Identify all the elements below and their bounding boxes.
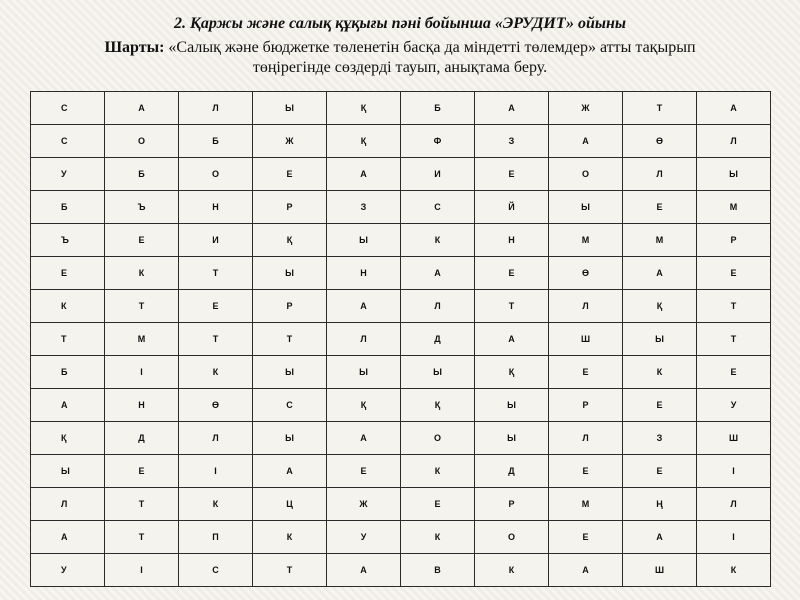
grid-row xyxy=(31,224,771,257)
grid-row xyxy=(31,323,771,356)
grid-cell: Ж xyxy=(327,488,401,521)
grid-cell: Е xyxy=(31,257,105,290)
grid-cell: К xyxy=(253,521,327,554)
grid-row xyxy=(31,488,771,521)
grid-cell: З xyxy=(327,191,401,224)
grid-cell: Е xyxy=(549,356,623,389)
grid-cell: Е xyxy=(105,224,179,257)
grid-cell: Ш xyxy=(697,422,771,455)
grid-cell: К xyxy=(179,356,253,389)
grid-cell: Ы xyxy=(327,356,401,389)
grid-cell: Ф xyxy=(401,125,475,158)
slide-header xyxy=(0,14,800,78)
grid-cell: Т xyxy=(179,257,253,290)
grid-cell: Б xyxy=(31,356,105,389)
letter-grid xyxy=(30,91,771,587)
grid-cell: Ы xyxy=(327,224,401,257)
grid-cell: У xyxy=(31,158,105,191)
grid-row xyxy=(31,356,771,389)
grid-row xyxy=(31,521,771,554)
grid-cell: О xyxy=(401,422,475,455)
grid-cell: Б xyxy=(105,158,179,191)
grid-cell: К xyxy=(179,488,253,521)
grid-cell: С xyxy=(253,389,327,422)
grid-cell: Т xyxy=(253,554,327,587)
grid-cell: І xyxy=(105,554,179,587)
grid-cell: Ж xyxy=(253,125,327,158)
grid-cell: М xyxy=(549,488,623,521)
grid-cell: Е xyxy=(549,521,623,554)
grid-cell: О xyxy=(179,158,253,191)
grid-cell: Н xyxy=(179,191,253,224)
grid-cell: Т xyxy=(475,290,549,323)
grid-cell: А xyxy=(401,257,475,290)
grid-cell: Р xyxy=(697,224,771,257)
slide-title: 2. Қаржы және салық құқығы пәні бойынша «ЭРУДИТ» ойыны xyxy=(174,15,626,32)
grid-cell: К xyxy=(697,554,771,587)
grid-cell: В xyxy=(401,554,475,587)
grid-cell: Д xyxy=(475,455,549,488)
grid-cell: Ъ xyxy=(31,224,105,257)
grid-cell: Т xyxy=(253,323,327,356)
grid-cell: Ы xyxy=(253,422,327,455)
grid-cell: С xyxy=(401,191,475,224)
grid-cell: Д xyxy=(401,323,475,356)
grid-cell: Е xyxy=(549,455,623,488)
grid-cell: Л xyxy=(31,488,105,521)
grid-cell: Л xyxy=(549,422,623,455)
grid-cell: Ы xyxy=(253,356,327,389)
grid-cell: А xyxy=(31,389,105,422)
grid-cell: Е xyxy=(475,158,549,191)
grid-cell: Қ xyxy=(31,422,105,455)
grid-cell: О xyxy=(475,521,549,554)
grid-cell: Е xyxy=(623,455,697,488)
conditions-text-line2: төңірегінде сөздерді тауып, анықтама беру. xyxy=(252,59,548,76)
grid-cell: І xyxy=(697,521,771,554)
grid-cell: Л xyxy=(179,422,253,455)
grid-cell: К xyxy=(623,356,697,389)
grid-cell: Р xyxy=(475,488,549,521)
grid-row xyxy=(31,191,771,224)
grid-cell: Т xyxy=(31,323,105,356)
grid-cell: У xyxy=(697,389,771,422)
grid-cell: Ш xyxy=(623,554,697,587)
grid-cell: А xyxy=(327,422,401,455)
grid-cell: Б xyxy=(31,191,105,224)
grid-row xyxy=(31,554,771,587)
grid-cell: М xyxy=(697,191,771,224)
grid-cell: У xyxy=(327,521,401,554)
grid-cell: А xyxy=(327,554,401,587)
grid-cell: А xyxy=(549,554,623,587)
grid-cell: І xyxy=(105,356,179,389)
grid-cell: К xyxy=(31,290,105,323)
grid-cell: У xyxy=(31,554,105,587)
grid-cell: Д xyxy=(105,422,179,455)
grid-cell: Л xyxy=(549,290,623,323)
grid-cell: К xyxy=(401,521,475,554)
grid-cell: И xyxy=(401,158,475,191)
grid-cell: Ы xyxy=(697,158,771,191)
grid-cell: А xyxy=(327,158,401,191)
grid-cell: Т xyxy=(105,290,179,323)
grid-cell: Қ xyxy=(401,389,475,422)
grid-cell: Л xyxy=(697,488,771,521)
grid-cell: Е xyxy=(697,356,771,389)
grid-cell: К xyxy=(105,257,179,290)
grid-row xyxy=(31,158,771,191)
grid-cell: Т xyxy=(697,290,771,323)
conditions-label: Шарты: xyxy=(104,39,165,56)
grid-cell: О xyxy=(105,125,179,158)
grid-cell: І xyxy=(179,455,253,488)
grid-cell: І xyxy=(697,455,771,488)
grid-cell: Ө xyxy=(549,257,623,290)
grid-cell: Е xyxy=(623,389,697,422)
grid-cell: Т xyxy=(179,323,253,356)
grid-cell: Ъ xyxy=(105,191,179,224)
grid-cell: Т xyxy=(697,323,771,356)
grid-cell: Қ xyxy=(327,92,401,125)
grid-cell: З xyxy=(623,422,697,455)
grid-row xyxy=(31,92,771,125)
grid-cell: А xyxy=(623,521,697,554)
grid-cell: С xyxy=(179,554,253,587)
grid-cell: Р xyxy=(253,191,327,224)
grid-row xyxy=(31,422,771,455)
grid-cell: Ө xyxy=(179,389,253,422)
grid-cell: Ө xyxy=(623,125,697,158)
grid-cell: Т xyxy=(105,521,179,554)
grid-cell: Л xyxy=(623,158,697,191)
grid-cell: Н xyxy=(475,224,549,257)
grid-row xyxy=(31,389,771,422)
grid-cell: Б xyxy=(401,92,475,125)
grid-cell: А xyxy=(697,92,771,125)
grid-cell: А xyxy=(105,92,179,125)
grid-cell: Н xyxy=(105,389,179,422)
grid-cell: А xyxy=(253,455,327,488)
grid-cell: А xyxy=(31,521,105,554)
grid-cell: К xyxy=(401,224,475,257)
grid-cell: М xyxy=(623,224,697,257)
grid-cell: О xyxy=(549,158,623,191)
grid-row xyxy=(31,455,771,488)
grid-row xyxy=(31,290,771,323)
grid-cell: Ы xyxy=(475,389,549,422)
grid-cell: Т xyxy=(105,488,179,521)
grid-cell: Е xyxy=(623,191,697,224)
grid-cell: М xyxy=(105,323,179,356)
grid-cell: Е xyxy=(179,290,253,323)
grid-cell: А xyxy=(549,125,623,158)
grid-cell: Л xyxy=(179,92,253,125)
grid-cell: Л xyxy=(697,125,771,158)
grid-cell: С xyxy=(31,92,105,125)
grid-cell: Л xyxy=(401,290,475,323)
grid-cell: К xyxy=(475,554,549,587)
grid-cell: С xyxy=(31,125,105,158)
grid-cell: П xyxy=(179,521,253,554)
grid-cell: Е xyxy=(401,488,475,521)
task-conditions xyxy=(0,38,800,78)
grid-cell: Е xyxy=(327,455,401,488)
grid-cell: Ы xyxy=(623,323,697,356)
grid-row xyxy=(31,257,771,290)
grid-cell: Ы xyxy=(475,422,549,455)
grid-cell: Қ xyxy=(327,125,401,158)
grid-cell: Р xyxy=(253,290,327,323)
grid-cell: Е xyxy=(253,158,327,191)
grid-cell: И xyxy=(179,224,253,257)
grid-cell: М xyxy=(549,224,623,257)
grid-cell: К xyxy=(401,455,475,488)
grid-cell: А xyxy=(623,257,697,290)
grid-cell: Т xyxy=(623,92,697,125)
grid-cell: Б xyxy=(179,125,253,158)
grid-cell: Ы xyxy=(253,257,327,290)
grid-cell: Қ xyxy=(475,356,549,389)
grid-cell: Қ xyxy=(253,224,327,257)
grid-cell: Е xyxy=(697,257,771,290)
grid-cell: Ж xyxy=(549,92,623,125)
grid-cell: Р xyxy=(549,389,623,422)
grid-cell: Й xyxy=(475,191,549,224)
conditions-text-line1: «Салық және бюджетке төленетін басқа да міндетті төлемдер» атты тақырып xyxy=(164,39,696,56)
grid-row xyxy=(31,125,771,158)
grid-cell: А xyxy=(475,323,549,356)
grid-cell: Н xyxy=(327,257,401,290)
grid-cell: Қ xyxy=(327,389,401,422)
grid-cell: З xyxy=(475,125,549,158)
grid-cell: Л xyxy=(327,323,401,356)
grid-cell: Ц xyxy=(253,488,327,521)
grid-cell: Е xyxy=(105,455,179,488)
grid-cell: Ң xyxy=(623,488,697,521)
grid-cell: Ы xyxy=(31,455,105,488)
grid-cell: Е xyxy=(475,257,549,290)
grid-cell: Ш xyxy=(549,323,623,356)
grid-cell: Ы xyxy=(549,191,623,224)
grid-cell: А xyxy=(475,92,549,125)
grid-cell: Қ xyxy=(623,290,697,323)
grid-cell: Ы xyxy=(253,92,327,125)
grid-cell: Ы xyxy=(401,356,475,389)
grid-cell: А xyxy=(327,290,401,323)
